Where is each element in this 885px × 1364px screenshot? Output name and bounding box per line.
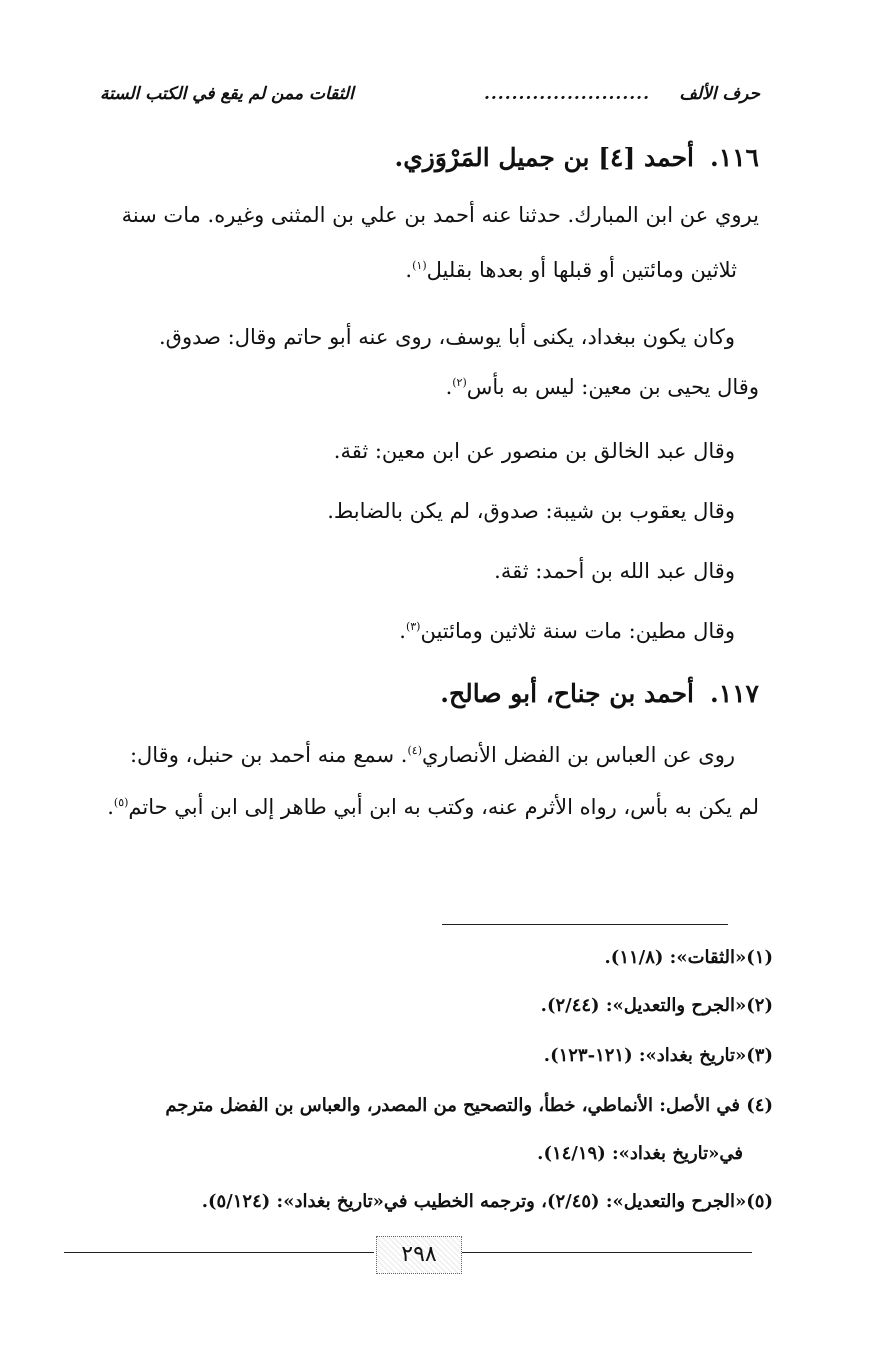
footnote-4: (٤) في الأصل: الأنماطي، خطأ، والتصحيح من المصدر، والعباس بن الفضل مترجم [165,1095,773,1116]
footnote-3: (٣)«تاريخ بغداد»: (١٢١-١٢٣). [543,1045,773,1066]
footnote-ref-4: (٤) [407,744,422,757]
footnote-ref-1: (١) [412,259,427,272]
footer-rule-right [462,1252,752,1253]
entry-116-number: ١١٦. [709,143,759,172]
entry-116-line-2-period: . [405,258,413,282]
footnote-separator [442,924,728,925]
entry-117-line-2-period: . [107,795,114,819]
entry-116-line-2-text: ثلاثين ومائتين أو قبلها أو بعدها بقليل [426,258,737,282]
entry-116-line-6: وقال يعقوب بن شيبة: صدوق، لم يكن بالضابط. [327,499,735,523]
entry-116-line-8-period: . [399,619,406,643]
header-book-title: الثقات ممن لم يقع في الكتب الستة [100,84,354,104]
entry-117-number: ١١٧. [709,679,759,708]
footnote-1: (١)«الثقات»: (١١/٨). [604,947,773,968]
footnote-2: (٢)«الجرح والتعديل»: (٢/٤٤). [540,995,773,1016]
entry-117-name: أحمد بن جناح، أبو صالح. [440,679,694,708]
entry-116-line-8-text: وقال مطين: مات سنة ثلاثين ومائتين [420,619,735,643]
entry-116-line-2 [405,255,737,285]
footnote-4-continued: في«تاريخ بغداد»: (١٤/١٩). [537,1143,743,1164]
entry-116-line-4 [446,372,759,402]
running-header [100,84,760,118]
header-chapter: حرف الألف [679,84,760,104]
entry-117-line-1-text-b: . سمع منه أحمد بن حنبل، وقال: [129,743,408,767]
footnote-ref-2: (٢) [452,376,467,389]
entry-116-title [394,140,759,176]
entry-117-line-2 [107,792,759,822]
page-number: ٢٩٨ [376,1236,462,1274]
entry-116-line-1: يروي عن ابن المبارك. حدثنا عنه أحمد بن علي بن المثنى وغيره. مات سنة [121,203,759,227]
entry-116-line-4-text: وقال يحيى بن معين: ليس به بأس [466,375,759,399]
entry-116-name: أحمد [٤] بن جميل المَرْوَزي. [394,143,694,172]
footnote-5: (٥)«الجرح والتعديل»: (٢/٤٥)، وترجمه الخطيب في«تاريخ بغداد»: (٥/١٢٤). [201,1191,773,1212]
entry-117-line-1-text-a: روى عن العباس بن الفضل الأنصاري [422,743,735,767]
entry-117-line-1 [130,740,735,770]
footnote-ref-3: (٣) [405,620,421,633]
entry-116-line-5: وقال عبد الخالق بن منصور عن ابن معين: ثقة. [333,439,735,463]
entry-116-line-4-period: . [445,375,453,399]
footer-rule-left [64,1252,374,1253]
header-dots: ........................ [483,84,650,104]
entry-116-line-7: وقال عبد الله بن أحمد: ثقة. [494,559,735,583]
entry-117-line-2-text: لم يكن به بأس، رواه الأثرم عنه، وكتب به ابن أبي طاهر إلى ابن أبي حاتم [128,795,759,819]
footnote-ref-5: (٥) [113,796,129,809]
entry-116-line-8 [399,616,735,646]
entry-117-title [440,676,759,712]
entry-116-line-3: وكان يكون ببغداد، يكنى أبا يوسف، روى عنه أبو حاتم وقال: صدوق. [158,325,735,349]
